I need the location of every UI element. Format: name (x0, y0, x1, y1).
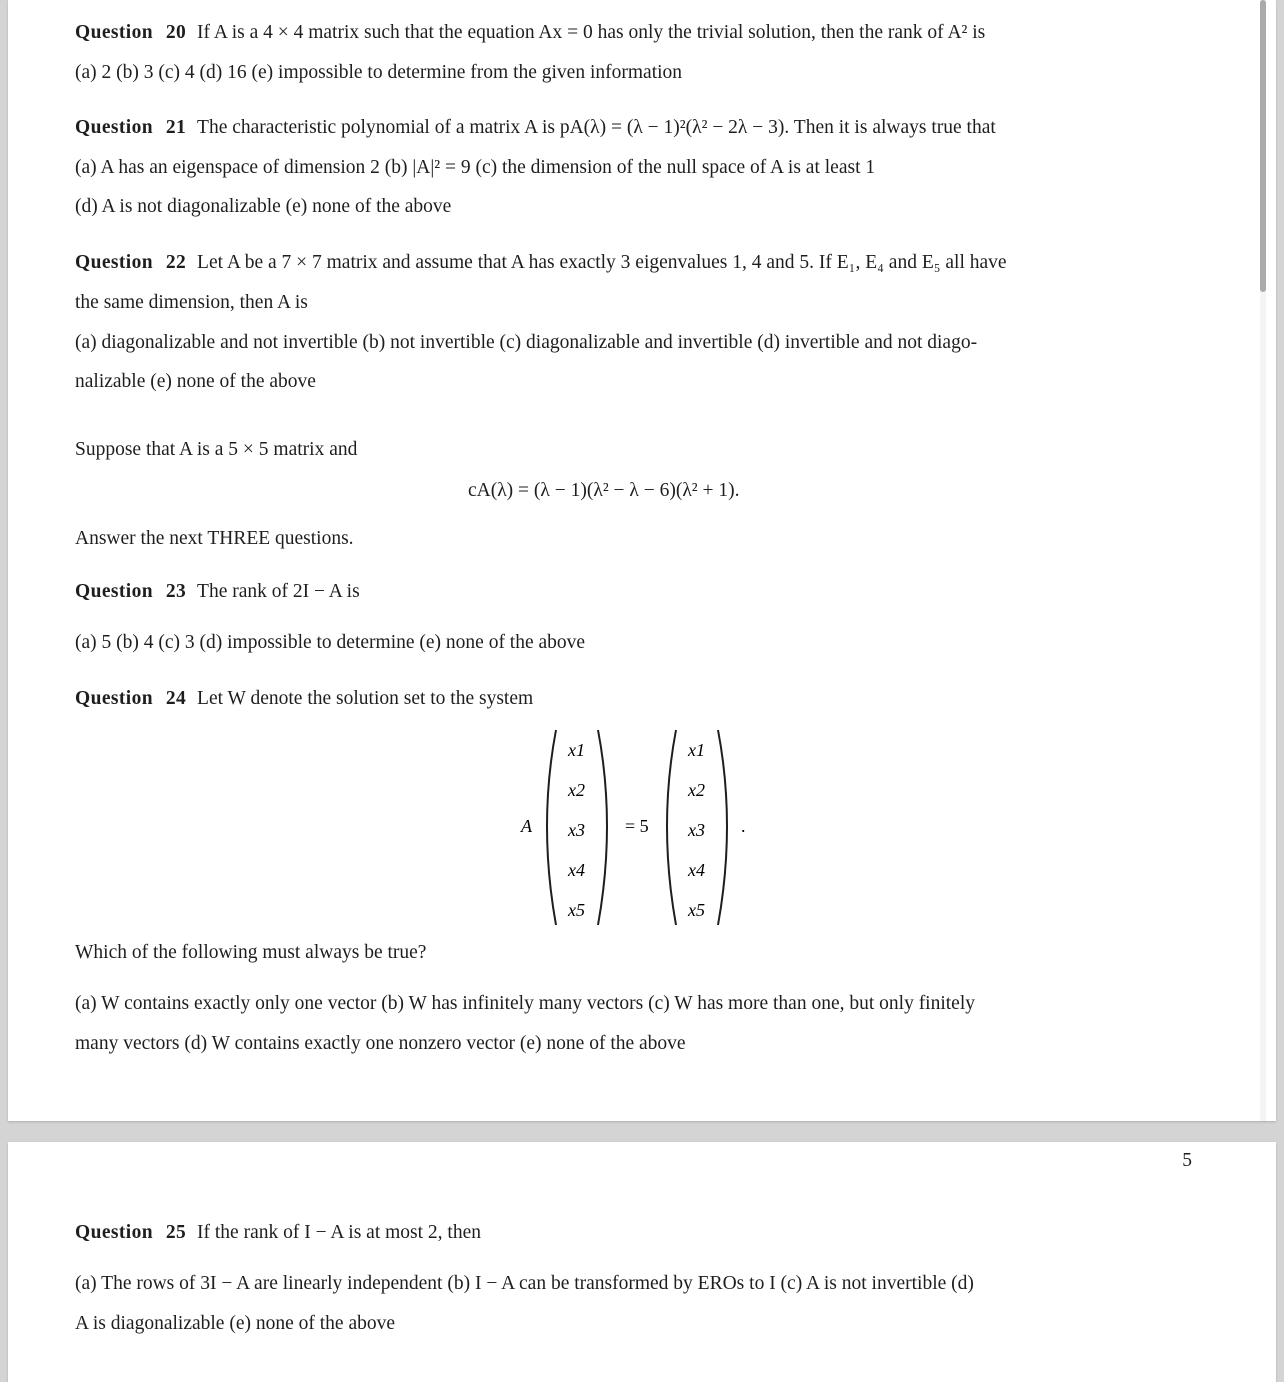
question-text: If A is a 4 × 4 matrix such that the equation Ax = 0 has only the trivial solution, then the rank of A² is (197, 22, 986, 43)
right-paren (598, 730, 607, 925)
vector-entry: x5 (688, 900, 705, 920)
question-text: If the rank of I − A is at most 2, then (197, 1222, 481, 1243)
equation-period: . (741, 816, 746, 836)
document-page-1 (8, 0, 1276, 1121)
question-21-options-line2: (d) A is not diagonalizable (e) none of the above (75, 196, 452, 217)
vector-left (567, 740, 585, 920)
question-24-options-line2: many vectors (d) W contains exactly one nonzero vector (e) none of the above (75, 1033, 686, 1054)
right-paren (718, 730, 727, 925)
question-25-options-line2: A is diagonalizable (e) none of the above (75, 1313, 396, 1334)
question-24-options-line1: (a) W contains exactly only one vector (b) W has infinitely many vectors (c) W has more than one, but only finitely (75, 993, 976, 1014)
question-text: Let A be a 7 × 7 matrix and assume that A has exactly 3 eigenvalues 1, 4 and 5. If E₁, E₄ and E₅ all have (197, 252, 1007, 273)
question-label: Question (75, 581, 153, 602)
question-21 (75, 116, 996, 140)
vector-entry: x1 (568, 740, 585, 760)
page-number: 5 (1182, 1150, 1192, 1171)
question-number: 21 (165, 117, 187, 138)
left-paren (667, 730, 676, 925)
vector-entry: x2 (688, 780, 705, 800)
question-number: 25 (165, 1222, 187, 1243)
vector-entry: x5 (568, 900, 585, 920)
preamble-instruction: Answer the next THREE questions. (75, 528, 354, 549)
question-number: 22 (165, 252, 187, 273)
vector-entry: x1 (688, 740, 705, 760)
matrix-equation (8, 720, 1276, 940)
vector-entry: x4 (688, 860, 705, 880)
vector-entry: x2 (568, 780, 585, 800)
question-24-prompt: Which of the following must always be true? (75, 942, 427, 963)
preamble-intro: Suppose that A is a 5 × 5 matrix and (75, 439, 358, 460)
question-25-options-line1: (a) The rows of 3I − A are linearly independent (b) I − A can be transformed by EROs to I (c) A is not invertible (d) (75, 1273, 974, 1294)
characteristic-equation: cA(λ) = (λ − 1)(λ² − λ − 6)(λ² + 1). (468, 480, 740, 501)
question-text: Let W denote the solution set to the system (197, 688, 534, 709)
question-20-options: (a) 2 (b) 3 (c) 4 (d) 16 (e) impossible to determine from the given information (75, 62, 683, 83)
question-24 (75, 687, 533, 711)
question-text: The rank of 2I − A is (197, 581, 360, 602)
question-22-options-line2: nalizable (e) none of the above (75, 371, 316, 392)
question-label: Question (75, 22, 153, 43)
question-22 (75, 251, 1007, 275)
equals-sign: = 5 (625, 816, 649, 836)
question-label: Question (75, 117, 153, 138)
scrollbar[interactable] (1260, 0, 1266, 1121)
question-label: Question (75, 1222, 153, 1243)
question-22-text-line2: the same dimension, then A is (75, 292, 308, 313)
question-text: The characteristic polynomial of a matrix A is pA(λ) = (λ − 1)²(λ² − 2λ − 3). Then it is always true that (197, 117, 996, 138)
question-label: Question (75, 252, 153, 273)
question-label: Question (75, 688, 153, 709)
question-22-options-line1: (a) diagonalizable and not invertible (b) not invertible (c) diagonalizable and invertible (d) invertible and not diago- (75, 332, 978, 353)
question-number: 23 (165, 581, 187, 602)
matrix-label: A (521, 816, 532, 836)
scrollbar-thumb[interactable] (1260, 0, 1266, 292)
vector-entry: x3 (688, 820, 705, 840)
question-number: 24 (165, 688, 187, 709)
question-20 (75, 21, 985, 45)
vector-right (687, 740, 705, 920)
vector-entry: x3 (568, 820, 585, 840)
question-25 (75, 1221, 481, 1245)
question-number: 20 (165, 22, 187, 43)
question-23 (75, 580, 360, 604)
question-21-options-line1: (a) A has an eigenspace of dimension 2 (b) |A|² = 9 (c) the dimension of the null space of A is at least 1 (75, 157, 876, 178)
document-page-2 (8, 1142, 1276, 1382)
left-paren (547, 730, 556, 925)
question-23-options: (a) 5 (b) 4 (c) 3 (d) impossible to determine (e) none of the above (75, 632, 586, 653)
vector-entry: x4 (568, 860, 585, 880)
